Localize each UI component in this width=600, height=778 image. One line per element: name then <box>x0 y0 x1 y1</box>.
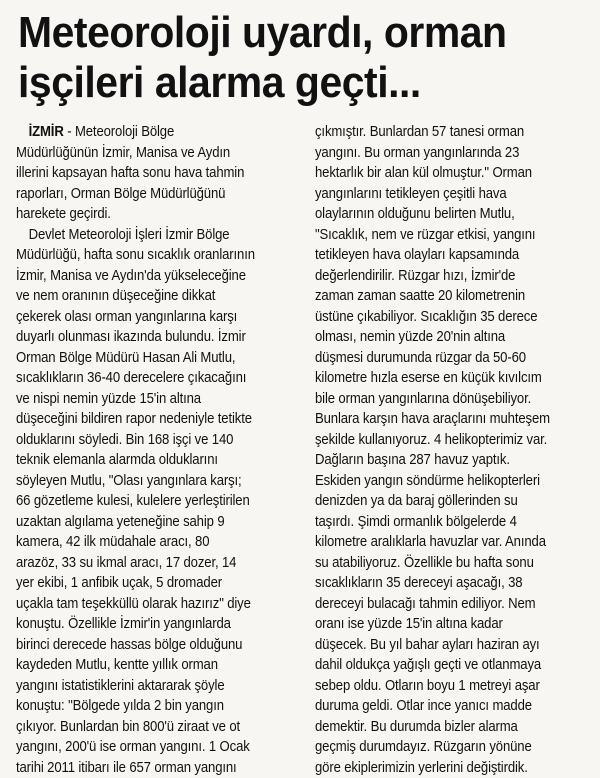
article-line: kilometre aralıklarla havuzlar var. Anında <box>315 532 594 553</box>
article-line: denizden ya da baraj göllerinden su <box>315 491 594 512</box>
article-line: kaydeden Mutlu, kentte yıllık orman <box>16 655 286 676</box>
article-line: değerlendirilir. Rüzgar hızı, İzmir'de <box>315 266 594 287</box>
article-line <box>16 122 286 143</box>
article-line: arazöz, 33 su ikmal aracı, 17 dozer, 14 <box>16 553 286 574</box>
article-line: konuştu. Özellikle İzmir'in yangınlarda <box>16 614 286 635</box>
article-line: raporları, Orman Bölge Müdürlüğünü <box>16 184 286 205</box>
article-line: ve nem oranının düşeceğine dikkat <box>16 286 286 307</box>
article-line: uzaktan algılama yeteneğine sahip 9 <box>16 512 286 533</box>
article-line: şekilde kullanıyoruz. 4 helikopterimiz var. <box>315 430 594 451</box>
article-line: birinci derecede hassas bölge olduğunu <box>16 635 286 656</box>
article-line: illerini kapsayan hafta sonu hava tahmin <box>16 163 286 184</box>
article-line: tarihi 2011 itibarı ile 657 orman yangını <box>16 758 286 778</box>
article-line: Eskiden yangın söndürme helikopterleri <box>315 471 594 492</box>
article-line: "Sıcaklık, nem ve rüzgar etkisi, yangını <box>315 225 594 246</box>
article-line: söyleyen Mutlu, "Olası yangınlara karşı; <box>16 471 286 492</box>
article-line: olaylarının olduğunu belirten Mutlu, <box>315 204 594 225</box>
article-line: geçmiş durumdayız. Rüzgarın yönüne <box>315 737 594 758</box>
article-line: dahil oldukça yağışlı geçti ve otlanmaya <box>315 655 594 676</box>
article-line: dereceyi bulacağı tahmin ediliyor. Nem <box>315 594 594 615</box>
article-line: düşeceğini bildiren rapor nedeniyle tetikte <box>16 409 286 430</box>
article-headline <box>18 8 548 108</box>
article-line: 66 gözetleme kulesi, kulelere yerleştirilen <box>16 491 286 512</box>
article-column-right <box>315 122 594 778</box>
article-line: Devlet Meteoroloji İşleri İzmir Bölge <box>16 225 286 246</box>
article-line: duruma geldi. Otlar ince yanıcı madde <box>315 696 594 717</box>
article-line: taşırdı. Şimdi ormanlık bölgelerde 4 <box>315 512 594 533</box>
article-line: olması, nemin yüzde 20'nin altına <box>315 327 594 348</box>
article-line: oranı ise yüzde 15'in altına kadar <box>315 614 594 635</box>
article-line: tetikleyen hava olayları kapsamında <box>315 245 594 266</box>
article-line: sebep oldu. Otların boyu 1 metreyi aşar <box>315 676 594 697</box>
article-line: kamera, 42 ilk müdahale aracı, 80 <box>16 532 286 553</box>
article-line: çekerek olası orman yangınlarına karşı <box>16 307 286 328</box>
article-line: Bunlara karşın hava araçlarını muhteşem <box>315 409 594 430</box>
article-line: olduklarını söyledi. Bin 168 işçi ve 140 <box>16 430 286 451</box>
article-line: İzmir, Manisa ve Aydın'da yükseleceğine <box>16 266 286 287</box>
article-line: Müdürlüğü, hafta sonu sıcaklık oranlarının <box>16 245 286 266</box>
article-line: düşecek. Bu yıl bahar ayları haziran ayı <box>315 635 594 656</box>
article-line: sıcaklıkların 36-40 derecelere çıkacağını <box>16 368 286 389</box>
article-line: harekete geçirdi. <box>16 204 286 225</box>
article-line: konuştu: "Bölgede yılda 2 bin yangın <box>16 696 286 717</box>
article-line: Orman Bölge Müdürü Hasan Ali Mutlu, <box>16 348 286 369</box>
article-line: Dağların başına 287 havuz yaptık. <box>315 450 594 471</box>
article-line-text: - Meteoroloji Bölge <box>64 124 174 140</box>
article-line: göre ekiplerimizin yerlerini değiştirdik. <box>315 758 594 778</box>
article-line: düşmesi durumunda rüzgar da 50-60 <box>315 348 594 369</box>
headline-line-1: Meteoroloji uyardı, orman <box>18 8 548 58</box>
dateline: İZMİR <box>29 124 64 140</box>
article-line: ve nispi nemin yüzde 15'in altına <box>16 389 286 410</box>
article-line: yer ekibi, 1 anfibik uçak, 5 dromader <box>16 573 286 594</box>
article-line: çıkıyor. Bunlardan bin 800'ü ziraat ve ot <box>16 717 286 738</box>
article-line: yangınlarını tetikleyen çeşitli hava <box>315 184 594 205</box>
article-line: kilometre hızla eserse en küçük kıvılcım <box>315 368 594 389</box>
article-line: Müdürlüğünün İzmir, Manisa ve Aydın <box>16 143 286 164</box>
article-line: yangını, 200'ü ise orman yangını. 1 Ocak <box>16 737 286 758</box>
article-line: yangını. Bu orman yangınlarında 23 <box>315 143 594 164</box>
article-column-left <box>16 122 286 778</box>
article-line: üstüne çıkabiliyor. Sıcaklığın 35 derece <box>315 307 594 328</box>
article-line: uçakla tam teşekküllü olarak hazırız" diye <box>16 594 286 615</box>
headline-line-2: işçileri alarma geçti... <box>18 58 548 108</box>
article-line: çıkmıştır. Bunlardan 57 tanesi orman <box>315 122 594 143</box>
article-line: duyarlı olunması ikazında bulundu. İzmir <box>16 327 286 348</box>
article-line: su atabiliyoruz. Özellikle bu hafta sonu <box>315 553 594 574</box>
article-line: yangını istatistiklerini aktararak şöyle <box>16 676 286 697</box>
article-line: hektarlık bir alan kül olmuştur." Orman <box>315 163 594 184</box>
article-line: teknik elemanla alarmda olduklarını <box>16 450 286 471</box>
article-line: zaman zaman saatte 20 kilometrenin <box>315 286 594 307</box>
article-line: bile orman yangınlarına dönüşebiliyor. <box>315 389 594 410</box>
article-line: sıcaklıkların 35 dereceyi aşacağı, 38 <box>315 573 594 594</box>
article-line: demektir. Bu durumda bizler alarma <box>315 717 594 738</box>
